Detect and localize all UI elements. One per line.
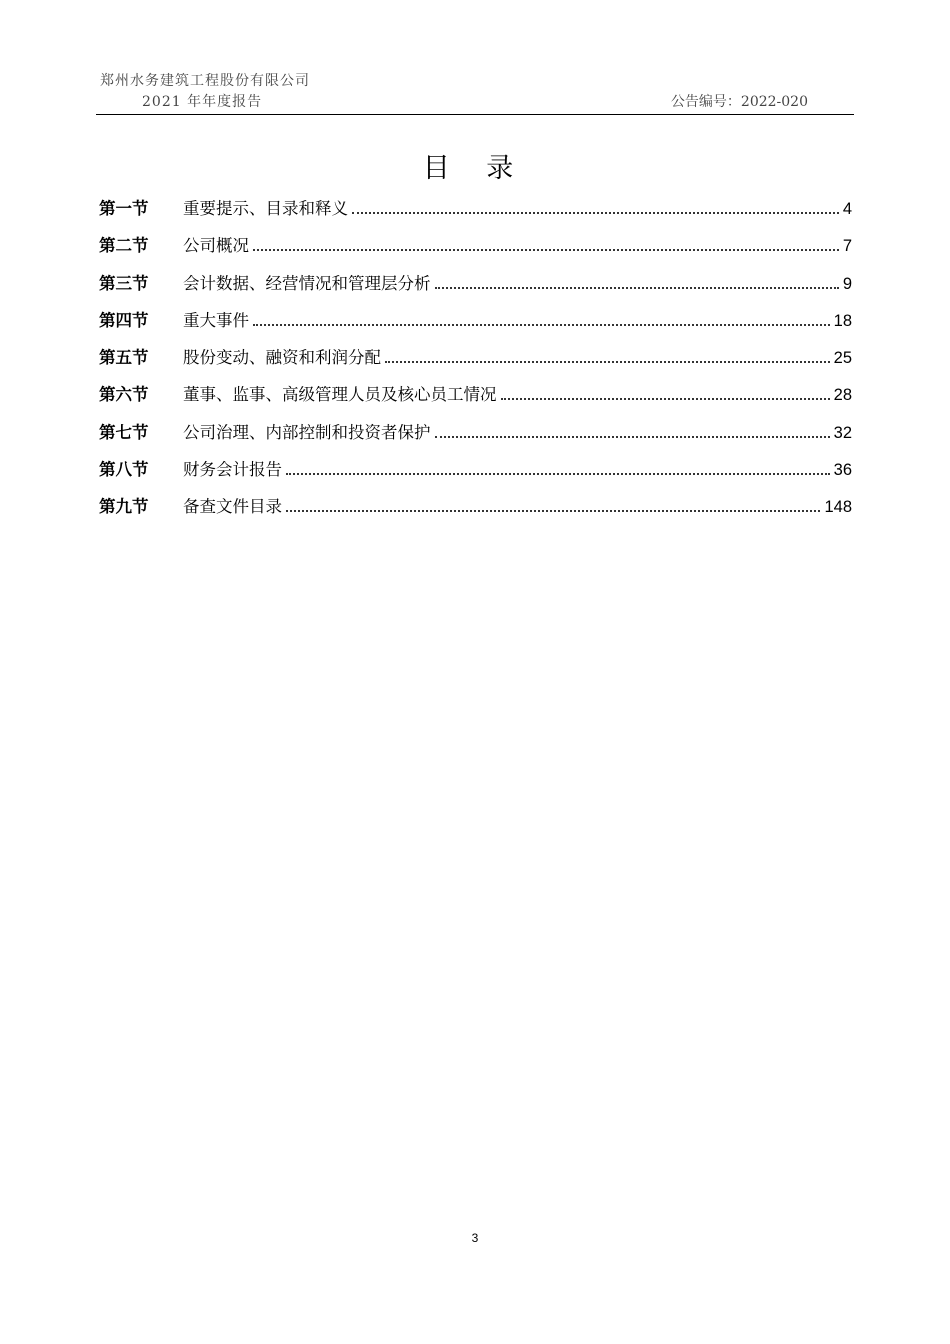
toc-page-number: 28 bbox=[833, 386, 852, 405]
toc-dot-leader bbox=[253, 310, 830, 326]
toc-section-number: 第三节 bbox=[99, 273, 149, 293]
toc-section-title: 公司治理、内部控制和投资者保护 bbox=[183, 422, 431, 442]
toc-title: 目 录 bbox=[422, 153, 528, 184]
toc-entry[interactable] bbox=[99, 494, 852, 531]
toc-page-number: 4 bbox=[842, 200, 852, 218]
toc-section-title: 会计数据、经营情况和管理层分析 bbox=[183, 273, 431, 293]
report-name: 2021 年年度报告 bbox=[142, 94, 263, 110]
toc-section-number: 第一节 bbox=[99, 199, 149, 218]
toc-section-number: 第六节 bbox=[99, 385, 149, 405]
toc-entry[interactable] bbox=[99, 196, 852, 233]
company-name: 郑州水务建筑工程股份有限公司 bbox=[100, 73, 310, 89]
toc-dot-leader bbox=[352, 198, 839, 214]
toc-page-number: 32 bbox=[833, 423, 852, 442]
toc-dot-leader bbox=[435, 273, 839, 289]
toc-section-number: 第四节 bbox=[99, 310, 149, 330]
toc-dot-leader bbox=[435, 422, 830, 438]
toc-entry[interactable] bbox=[99, 233, 852, 270]
toc-page-number: 25 bbox=[833, 349, 852, 368]
toc-dot-leader bbox=[385, 347, 830, 363]
page-header bbox=[96, 68, 854, 115]
toc-dot-leader bbox=[501, 384, 830, 400]
toc-entry[interactable] bbox=[99, 382, 852, 419]
toc-section-title: 董事、监事、高级管理人员及核心员工情况 bbox=[183, 385, 497, 405]
toc-entry[interactable] bbox=[99, 271, 852, 308]
toc-dot-leader bbox=[286, 496, 820, 512]
toc-section-number: 第七节 bbox=[99, 422, 149, 442]
toc-section-number: 第二节 bbox=[99, 236, 149, 256]
toc-section-title: 备查文件目录 bbox=[183, 497, 282, 517]
toc-section-title: 重大事件 bbox=[183, 310, 249, 330]
toc-list bbox=[99, 196, 852, 532]
toc-section-number: 第九节 bbox=[99, 497, 149, 517]
toc-section-number: 第五节 bbox=[99, 348, 149, 368]
toc-entry[interactable] bbox=[99, 308, 852, 345]
toc-page-number: 148 bbox=[824, 498, 852, 517]
toc-section-title: 重要提示、目录和释义 bbox=[183, 199, 348, 218]
toc-section-title: 财务会计报告 bbox=[183, 460, 282, 480]
toc-section-title: 股份变动、融资和利润分配 bbox=[183, 348, 381, 368]
toc-page-number: 18 bbox=[833, 311, 852, 330]
toc-section-number: 第八节 bbox=[99, 460, 149, 480]
notice-number: 公告编号：2022-020 bbox=[670, 94, 808, 110]
page-number: 3 bbox=[471, 1231, 479, 1245]
toc-dot-leader bbox=[253, 235, 839, 251]
toc-dot-leader bbox=[286, 459, 830, 475]
toc-entry[interactable] bbox=[99, 457, 852, 494]
toc-page-number: 7 bbox=[842, 237, 852, 256]
toc-entry[interactable] bbox=[99, 420, 852, 457]
toc-entry[interactable] bbox=[99, 345, 852, 382]
toc-section-title: 公司概况 bbox=[183, 236, 249, 256]
toc-page-number: 9 bbox=[842, 274, 852, 293]
toc-page-number: 36 bbox=[833, 461, 852, 480]
